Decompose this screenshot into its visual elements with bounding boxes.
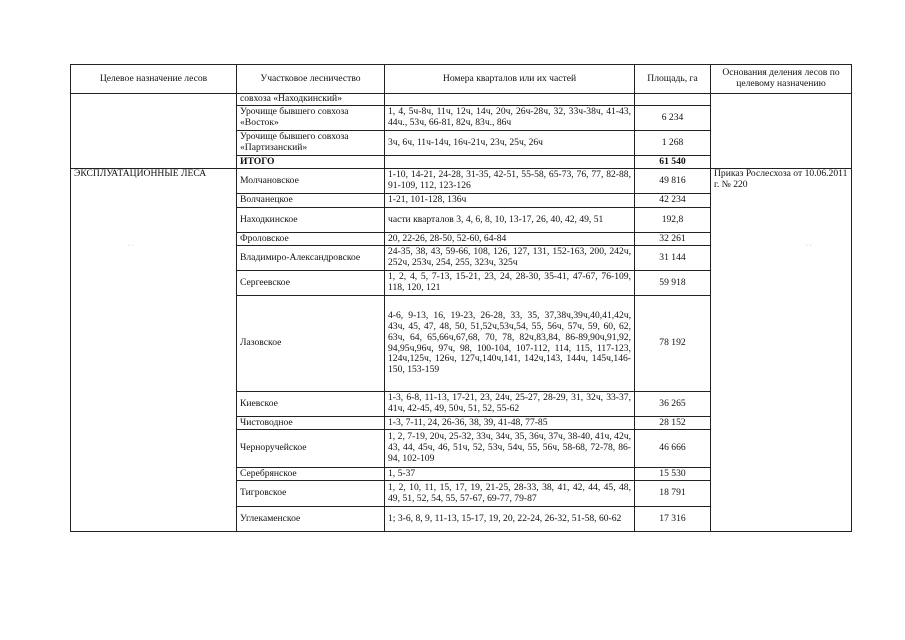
district-cell: Волчанецкое — [237, 194, 385, 208]
area-cell: 28 152 — [635, 417, 711, 430]
area-cell: 36 265 — [635, 392, 711, 417]
quarters-cell — [385, 94, 635, 106]
area-cell: 192,8 — [635, 208, 711, 233]
quarters-cell: 1, 5-37 — [385, 468, 635, 481]
quarters-cell: 1-10, 14-21, 24-28, 31-35, 42-51, 55-58, 65-73, 76, 77, 82-88, 91-109, 112, 123-126 — [385, 169, 635, 194]
district-cell: Углекаменское — [237, 507, 385, 532]
area-cell: 46 666 — [635, 430, 711, 468]
area-cell: 49 816 — [635, 169, 711, 194]
district-cell: Сергеевское — [237, 271, 385, 296]
district-cell: Черноручейское — [237, 430, 385, 468]
area-cell — [635, 94, 711, 106]
quarters-cell: 1; 3-6, 8, 9, 11-13, 15-17, 19, 20, 22-24, 26-32, 51-58, 60-62 — [385, 507, 635, 532]
quarters-cell: части кварталов 3, 4, 6, 8, 10, 13-17, 26, 40, 42, 49, 51 — [385, 208, 635, 233]
area-cell: 42 234 — [635, 194, 711, 208]
quarters-cell: 1, 2, 7-19, 20ч, 25-32, 33ч, 34ч, 35, 36ч, 37ч, 38-40, 41ч, 42ч, 43, 44, 45ч, 46, 51ч, 52, 53ч, 54ч, 55, 56ч, 58-68, 72-78, 86-94, 102-109 — [385, 430, 635, 468]
forest-purpose-table-sheet — [70, 64, 850, 532]
district-cell: Чистоводное — [237, 417, 385, 430]
total-area: 61 540 — [635, 156, 711, 169]
section-basis: Приказ Рослесхоза от 10.06.2011 г. № 220 — [711, 169, 852, 532]
district-cell: Находкинское — [237, 208, 385, 233]
quarters-cell: 3ч, 6ч, 11ч-14ч, 16ч-21ч, 23ч, 25ч, 26ч — [385, 131, 635, 156]
district-cell: Урочище бывшего совхоза «Партизанский» — [237, 131, 385, 156]
table-row — [71, 169, 852, 194]
section-purpose: ЭКСПЛУАТАЦИОННЫЕ ЛЕСА — [71, 169, 237, 532]
header-basis: Основания деления лесов по целевому назначению — [711, 65, 852, 94]
header-district: Участковое лесничество — [237, 65, 385, 94]
basis-cell-empty — [711, 94, 852, 169]
district-cell: Владимиро-Александровское — [237, 246, 385, 271]
quarters-cell: 1-21, 101-128, 136ч — [385, 194, 635, 208]
purpose-cell-empty — [71, 94, 237, 169]
quarters-cell: 1-3, 7-11, 24, 26-36, 38, 39, 41-48, 77-85 — [385, 417, 635, 430]
quarters-cell: 1, 2, 4, 5, 7-13, 15-21, 23, 24, 28-30, 35-41, 47-67, 76-109, 118, 120, 121 — [385, 271, 635, 296]
quarters-cell: 1-3, 6-8, 11-13, 17-21, 23, 24ч, 25-27, 28-29, 31, 32ч, 33-37, 41ч, 42-45, 49, 50ч, 51, 52, 55-62 — [385, 392, 635, 417]
district-cell: Урочище бывшего совхоза «Восток» — [237, 106, 385, 131]
quarters-cell: 4-6, 9-13, 16, 19-23, 26-28, 33, 35, 37,38ч,39ч,40,41,42ч, 43ч, 45, 47, 48, 50, 51,52ч,53ч,54, 55, 56ч, 57ч, 59, 60, 62, 63ч, 64, 65,66ч,67,68, 70, 78, 82ч,83,84, 86-89,90ч,91,92, 94,95ч,96ч, 97ч, 98, 100-104, 107-112, 114, 115, 117-123, 124ч,125ч, 126ч, 127ч,140ч,141, 142ч,143, 144ч, 145ч,146-150, 153-159 — [385, 296, 635, 392]
area-cell: 18 791 — [635, 481, 711, 507]
district-cell: Фроловское — [237, 233, 385, 246]
quarters-cell: 20, 22-26, 28-50, 52-60, 64-84 — [385, 233, 635, 246]
quarters-cell — [385, 156, 635, 169]
quarters-cell: 1, 4, 5ч-8ч, 11ч, 12ч, 14ч, 20ч, 26ч-28ч, 32, 33ч-38ч, 41-43, 44ч., 53ч, 66-81, 82ч, 83ч., 86ч — [385, 106, 635, 131]
quarters-cell: 24-35, 38, 43, 59-66, 108, 126, 127, 131, 152-163, 200, 242ч, 252ч, 253ч, 254, 255, 323ч, 325ч — [385, 246, 635, 271]
district-cell: Тигровское — [237, 481, 385, 507]
district-cell: совхоза «Находкинский» — [237, 94, 385, 106]
header-row — [71, 65, 852, 94]
forest-purpose-table — [70, 64, 852, 532]
district-cell: Серебрянское — [237, 468, 385, 481]
district-cell: Лазовское — [237, 296, 385, 392]
header-purpose: Целевое назначение лесов — [71, 65, 237, 94]
area-cell: 15 530 — [635, 468, 711, 481]
area-cell: 31 144 — [635, 246, 711, 271]
header-area: Площадь, га — [635, 65, 711, 94]
district-cell: Киевское — [237, 392, 385, 417]
scan-mark-right: · · — [806, 243, 812, 249]
area-cell: 1 268 — [635, 131, 711, 156]
area-cell: 59 918 — [635, 271, 711, 296]
area-cell: 32 261 — [635, 233, 711, 246]
quarters-cell: 1, 2, 10, 11, 15, 17, 19, 21-25, 28-33, 38, 41, 42, 44, 45, 48, 49, 51, 52, 54, 55, 57-67, 69-77, 79-87 — [385, 481, 635, 507]
district-cell: Молчановское — [237, 169, 385, 194]
area-cell: 6 234 — [635, 106, 711, 131]
header-quarters: Номера кварталов или их частей — [385, 65, 635, 94]
scan-mark-left: · · — [128, 243, 134, 249]
area-cell: 78 192 — [635, 296, 711, 392]
total-label: ИТОГО — [237, 156, 385, 169]
area-cell: 17 316 — [635, 507, 711, 532]
table-row — [71, 94, 852, 106]
